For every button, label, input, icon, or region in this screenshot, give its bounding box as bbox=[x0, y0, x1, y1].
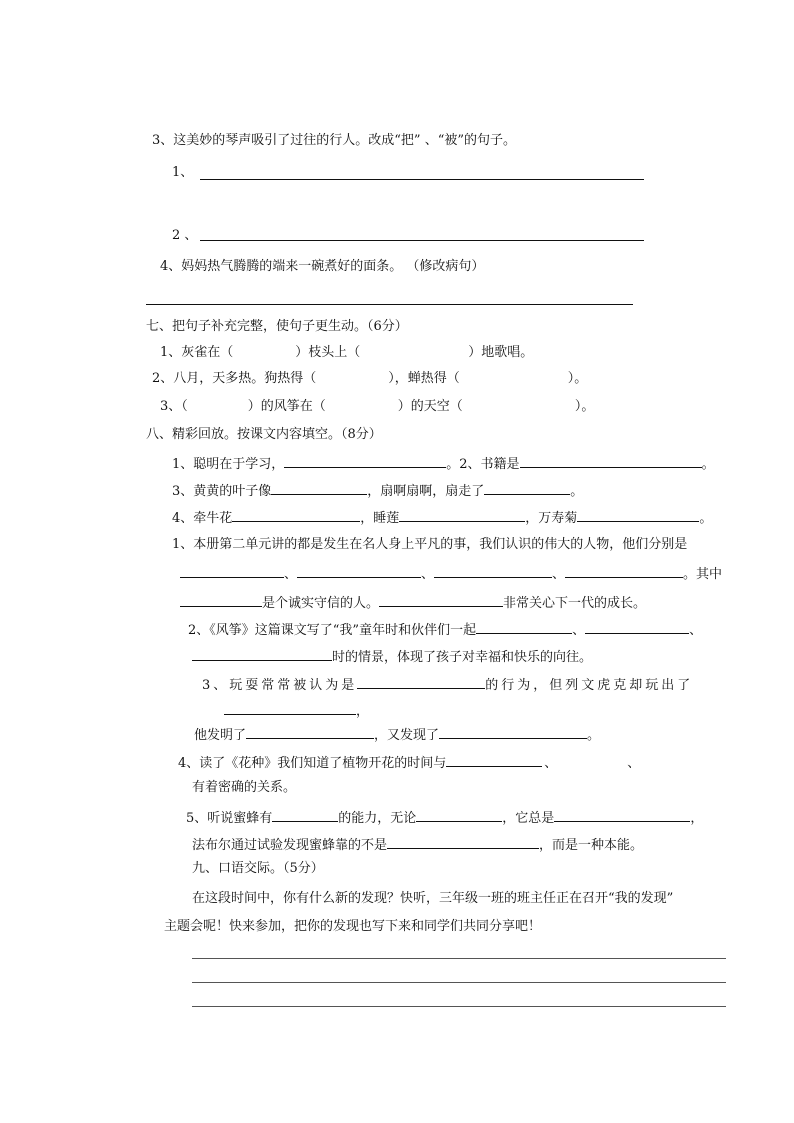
q3-item-1-label: 1、 bbox=[172, 165, 194, 180]
section-8-para-5-end: 法布尔通过试验发现蜜蜂靠的不是 ，而是一种本能。 bbox=[192, 838, 644, 853]
section-8-para-4: 4、读了《花种》我们知道了植物开花的时间与 、 、 bbox=[178, 756, 641, 771]
section-7-item-3: 3、（ ）的风筝在（ ）的天空（ ）。 bbox=[160, 399, 595, 414]
writing-line-1[interactable] bbox=[192, 958, 726, 959]
section-8-para-1-intro: 1、本册第二单元讲的都是发生在名人身上平凡的事，我们认识的伟大的人物，他们分别是 bbox=[172, 537, 688, 552]
q3-answer-line-2[interactable] bbox=[200, 240, 644, 241]
blank[interactable] bbox=[180, 565, 284, 578]
blank[interactable] bbox=[271, 482, 367, 495]
blank[interactable] bbox=[520, 455, 702, 468]
blank[interactable] bbox=[484, 482, 570, 495]
q3-prompt: 3、这美妙的琴声吸引了过往的行人。改成“把” 、“被”的句子。 bbox=[152, 133, 516, 148]
blank[interactable] bbox=[434, 565, 552, 578]
section-8-para-2-end: 时的情景，体现了孩子对幸福和快乐的向往。 bbox=[192, 648, 592, 664]
blank[interactable] bbox=[246, 726, 374, 739]
section-8-para-3-cont: ， bbox=[224, 702, 369, 718]
blank[interactable] bbox=[446, 754, 542, 767]
section-9-paragraph-2: 主题会呢！快来参加，把你的发现也写下来和同学们共同分享吧！ bbox=[164, 919, 542, 934]
q3-answer-line-1[interactable] bbox=[200, 179, 644, 180]
blank[interactable] bbox=[224, 702, 356, 715]
section-8-line-1: 1、聪明在于学习， 。2、书籍是 。 bbox=[172, 457, 715, 472]
q4-answer-line[interactable] bbox=[146, 304, 633, 305]
blank[interactable] bbox=[284, 455, 446, 468]
section-7-item-1: 1、灰雀在（ ）枝头上（ ）地歌唱。 bbox=[160, 345, 534, 360]
section-8-para-1-end: 是个诚实守信的人。 非常关心下一代的成长。 bbox=[180, 594, 646, 610]
blank[interactable] bbox=[399, 509, 525, 522]
section-8-para-3-end: 他发明了 ，又发现了 。 bbox=[194, 728, 601, 743]
writing-line-2[interactable] bbox=[192, 982, 726, 983]
blank[interactable] bbox=[554, 809, 690, 822]
section-8-para-3: 3、玩耍常常被认为是 的行为，但列文虎克却玩出了 bbox=[202, 678, 694, 693]
blank[interactable] bbox=[180, 594, 262, 607]
blank[interactable] bbox=[387, 836, 539, 849]
blank[interactable] bbox=[577, 509, 699, 522]
blank[interactable] bbox=[476, 621, 572, 634]
section-8-para-2: 2、《风筝》这篇课文写了“我”童年时和伙伴们一起 、 、 bbox=[188, 623, 703, 638]
q3-item-2-label: 2 、 bbox=[172, 228, 198, 243]
blank[interactable] bbox=[416, 809, 502, 822]
blank[interactable] bbox=[232, 509, 360, 522]
blank[interactable] bbox=[379, 594, 503, 607]
section-8-line-3: 4、牵牛花 ，睡莲 ，万寿菊 。 bbox=[172, 511, 713, 526]
section-8-title: 八、精彩回放。按课文内容填空。（8分） bbox=[146, 427, 382, 442]
writing-line-3[interactable] bbox=[192, 1006, 726, 1007]
q4-prompt: 4、妈妈热气腾腾的端来一碗煮好的面条。 （修改病句） bbox=[160, 259, 485, 274]
blank[interactable] bbox=[439, 726, 587, 739]
section-8-para-5: 5、听说蜜蜂有 的能力，无论 ，它总是 ， bbox=[186, 811, 704, 826]
blank[interactable] bbox=[297, 565, 421, 578]
blank[interactable] bbox=[585, 621, 689, 634]
section-7-item-2: 2、八月，天多热。狗热得（ ），蝉热得（ ）。 bbox=[152, 371, 588, 386]
section-8-para-4-end: 有着密确的关系。 bbox=[192, 780, 297, 795]
blank[interactable] bbox=[357, 676, 485, 689]
section-8-para-1-blanks: 、 、 、 。其中 bbox=[180, 565, 722, 581]
section-9-title: 九、口语交际。（5分） bbox=[192, 861, 324, 876]
section-7-title: 七、把句子补充完整，使句子更生动。（6分） bbox=[146, 319, 408, 334]
section-8-line-2: 3、黄黄的叶子像 ，扇啊扇啊，扇走了 。 bbox=[172, 484, 584, 499]
blank[interactable] bbox=[272, 809, 338, 822]
blank[interactable] bbox=[565, 565, 683, 578]
section-9-paragraph-1: 在这段时间中，你有什么新的发现？快听，三年级一班的班主任正在召开“我的发现” bbox=[192, 891, 674, 906]
blank[interactable] bbox=[192, 648, 332, 661]
